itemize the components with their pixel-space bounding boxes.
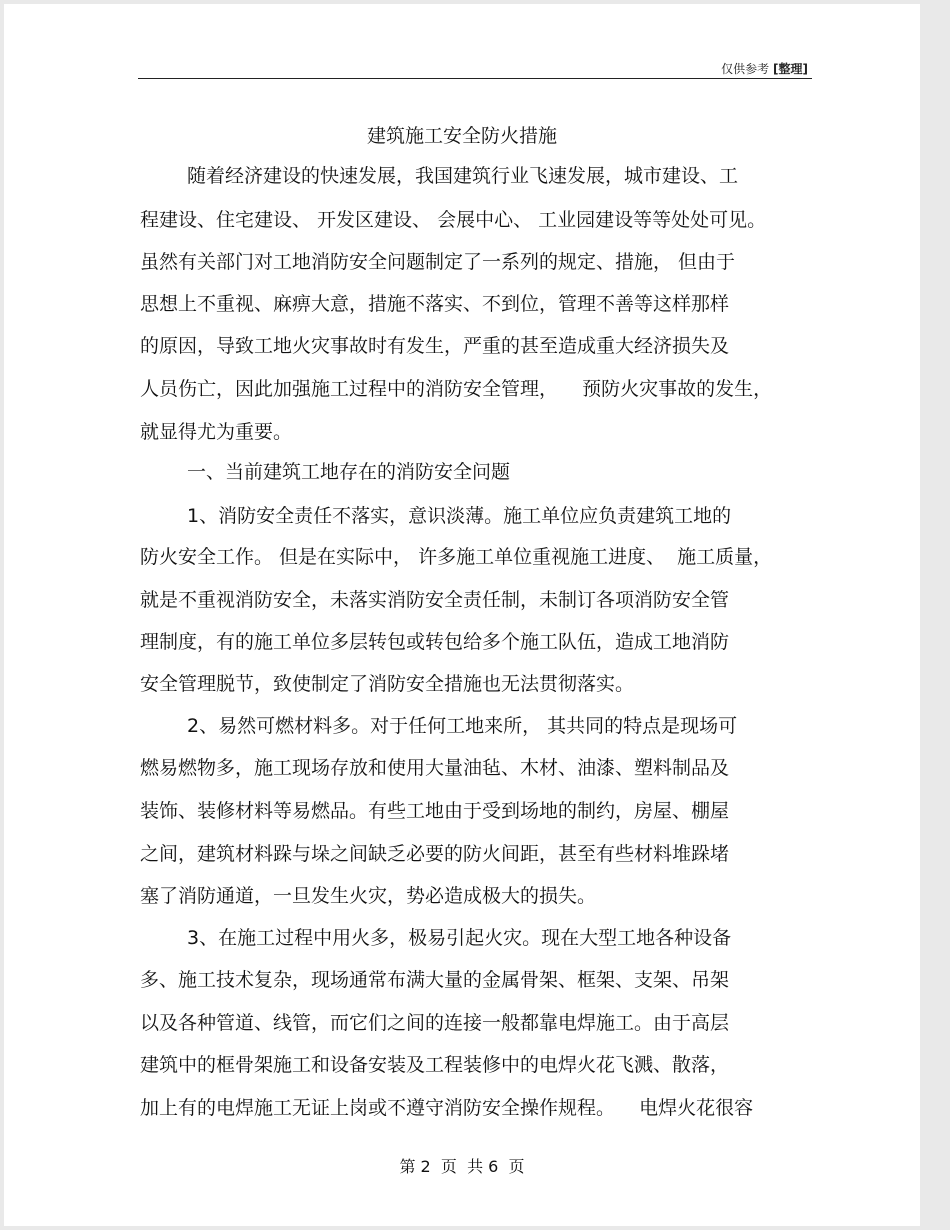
header-rule <box>138 78 812 79</box>
page-title: 建筑施工安全防火措施 <box>366 125 557 147</box>
body-line: 虽然有关部门对工地消防安全问题制定了一系列的规定、措施， 但由于 <box>140 251 736 273</box>
header-note <box>721 60 808 77</box>
header-note-text: 仅供参考 <box>721 62 770 76</box>
body-line: 之间，建筑材料跺与垛之间缺乏必要的防火间距，甚至有些材料堆跺堵 <box>140 843 730 865</box>
body-line: 安全管理脱节，致使制定了消防安全措施也无法贯彻落实。 <box>140 673 635 695</box>
section-heading: 一、当前建筑工地存在的消防安全问题 <box>187 461 511 483</box>
body-line: 以及各种管道、线管，而它们之间的连接一般都靠电焊施工。由于高层 <box>140 1012 730 1034</box>
body-line: 2、易然可燃材料多。对于任何工地来所， 其共同的特点是现场可 <box>187 715 738 737</box>
page-footer: 第 2 页 共 6 页 <box>399 1157 525 1176</box>
body-line: 塞了消防通道，一旦发生火灾，势必造成极大的损失。 <box>140 885 597 907</box>
body-line: 多、施工技术复杂，现场通常布满大量的金属骨架、框架、支架、吊架 <box>140 969 730 991</box>
body-line: 加上有的电焊施工无证上岗或不遵守消防安全操作规程。 电焊火花很容 <box>140 1097 754 1119</box>
document-page <box>4 4 920 1226</box>
body-line: 燃易燃物多，施工现场存放和使用大量油毡、木材、油漆、塑料制品及 <box>140 757 730 779</box>
body-line: 人员伤亡，因此加强施工过程中的消防安全管理， 预防火灾事故的发生， <box>140 378 773 400</box>
body-line: 理制度，有的施工单位多层转包或转包给多个施工队伍，造成工地消防 <box>140 631 730 653</box>
body-line: 3、在施工过程中用火多，极易引起火灾。现在大型工地各种设备 <box>187 927 732 949</box>
body-line: 建筑中的框骨架施工和设备安装及工程装修中的电焊火花飞溅、散落， <box>140 1054 730 1076</box>
body-line: 就显得尤为重要。 <box>140 421 293 443</box>
body-line: 1、消防安全责任不落实，意识淡薄。施工单位应负责建筑工地的 <box>187 505 732 527</box>
body-line: 装饰、装修材料等易燃品。有些工地由于受到场地的制约，房屋、棚屋 <box>140 800 730 822</box>
body-line: 的原因，导致工地火灾事故时有发生，严重的甚至造成重大经济损失及 <box>140 335 730 357</box>
header-tag: [整理] <box>773 62 808 76</box>
body-line: 思想上不重视、麻痹大意，措施不落实、不到位，管理不善等这样那样 <box>140 293 730 315</box>
body-line: 防火安全工作。 但是在实际中， 许多施工单位重视施工进度、 施工质量， <box>140 546 773 568</box>
body-line: 程建设、住宅建设、 开发区建设、 会展中心、 工业园建设等等处处可见。 <box>140 209 767 231</box>
body-line: 随着经济建设的快速发展，我国建筑行业飞速发展，城市建设、工 <box>187 165 739 187</box>
body-line: 就是不重视消防安全，未落实消防安全责任制，未制订各项消防安全管 <box>140 589 730 611</box>
